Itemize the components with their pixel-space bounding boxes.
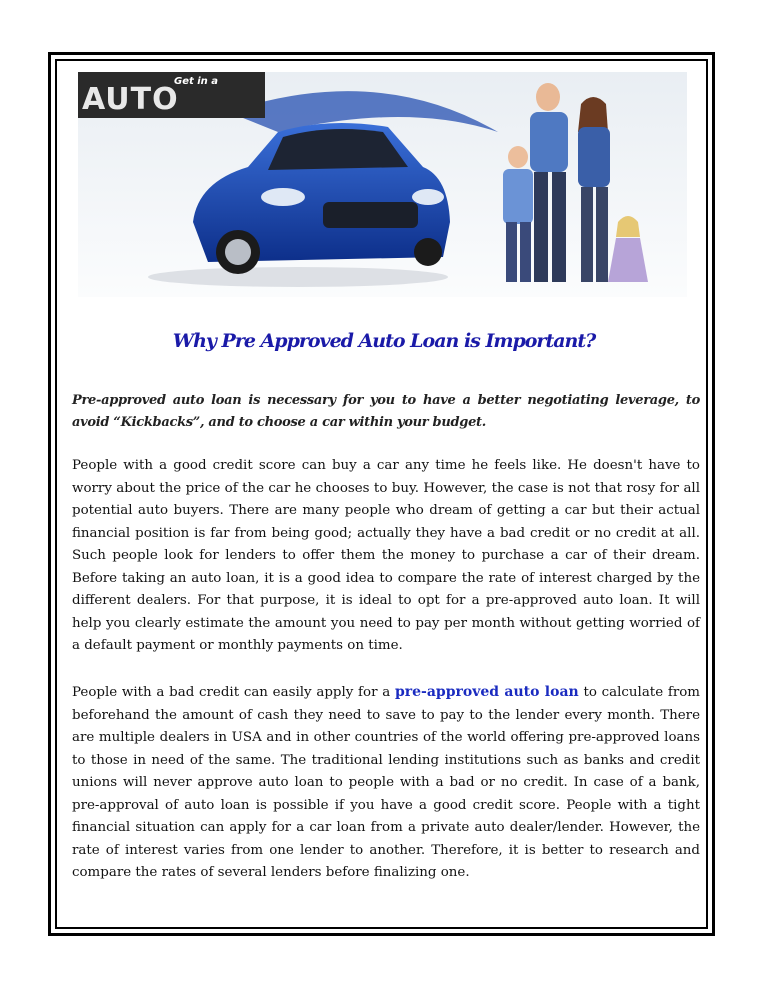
logo: [78, 72, 265, 118]
paragraph-2-text-after: to calculate from beforehand the amount of cash they need to save to pay to the lender every month. There are multiple dealers in USA and in other countries of the world offering pre-approved loans to those in need of the same. The traditional lending institutions such as banks and credit unions will never approve auto loan to people with a bad or no credit. In case of a bank, pre-approval of auto loan is possible if you have a good credit score. People with a tight financial situation can apply for a car loan from a private auto dealer/lender. However, the rate of interest varies from one lender to another. Therefore, it is better to research and compare the rates of several lenders before finalizing one.: [72, 685, 700, 880]
paragraph-2-text-before: People with a bad credit can easily apply for a: [72, 685, 395, 700]
logo-brand: AUTO: [82, 82, 179, 117]
body-paragraph-2: [72, 681, 700, 885]
logo-tagline: Get in a: [174, 76, 219, 87]
body-paragraph-1: People with a good credit score can buy a car any time he feels like. He doesn't have to worry about the price of the car he chooses to buy. However, the case is not that rosy for all potential auto buyers. There are many people who dream of getting a car but their actual financial position is far from being good; actually they have a bad credit or no credit at all. Such people look for lenders to offer them the money to purchase a car of their dream. Before taking an auto loan, it is a good idea to compare the rate of interest charged by the different dealers. For that purpose, it is ideal to opt for a pre-approved auto loan. It will help you clearly estimate the amount you need to pay per month without getting worried of a default payment or monthly payments on time.: [72, 458, 700, 653]
pre-approved-auto-loan-link[interactable]: pre-approved auto loan: [394, 684, 579, 700]
intro-paragraph: Pre-approved auto loan is necessary for you to have a better negotiating leverage, to avoid “Kickbacks”, and to choose a car within your budget.: [72, 393, 700, 430]
hero-image: [78, 72, 687, 297]
page-title: Why Pre Approved Auto Loan is Important?: [172, 330, 596, 352]
